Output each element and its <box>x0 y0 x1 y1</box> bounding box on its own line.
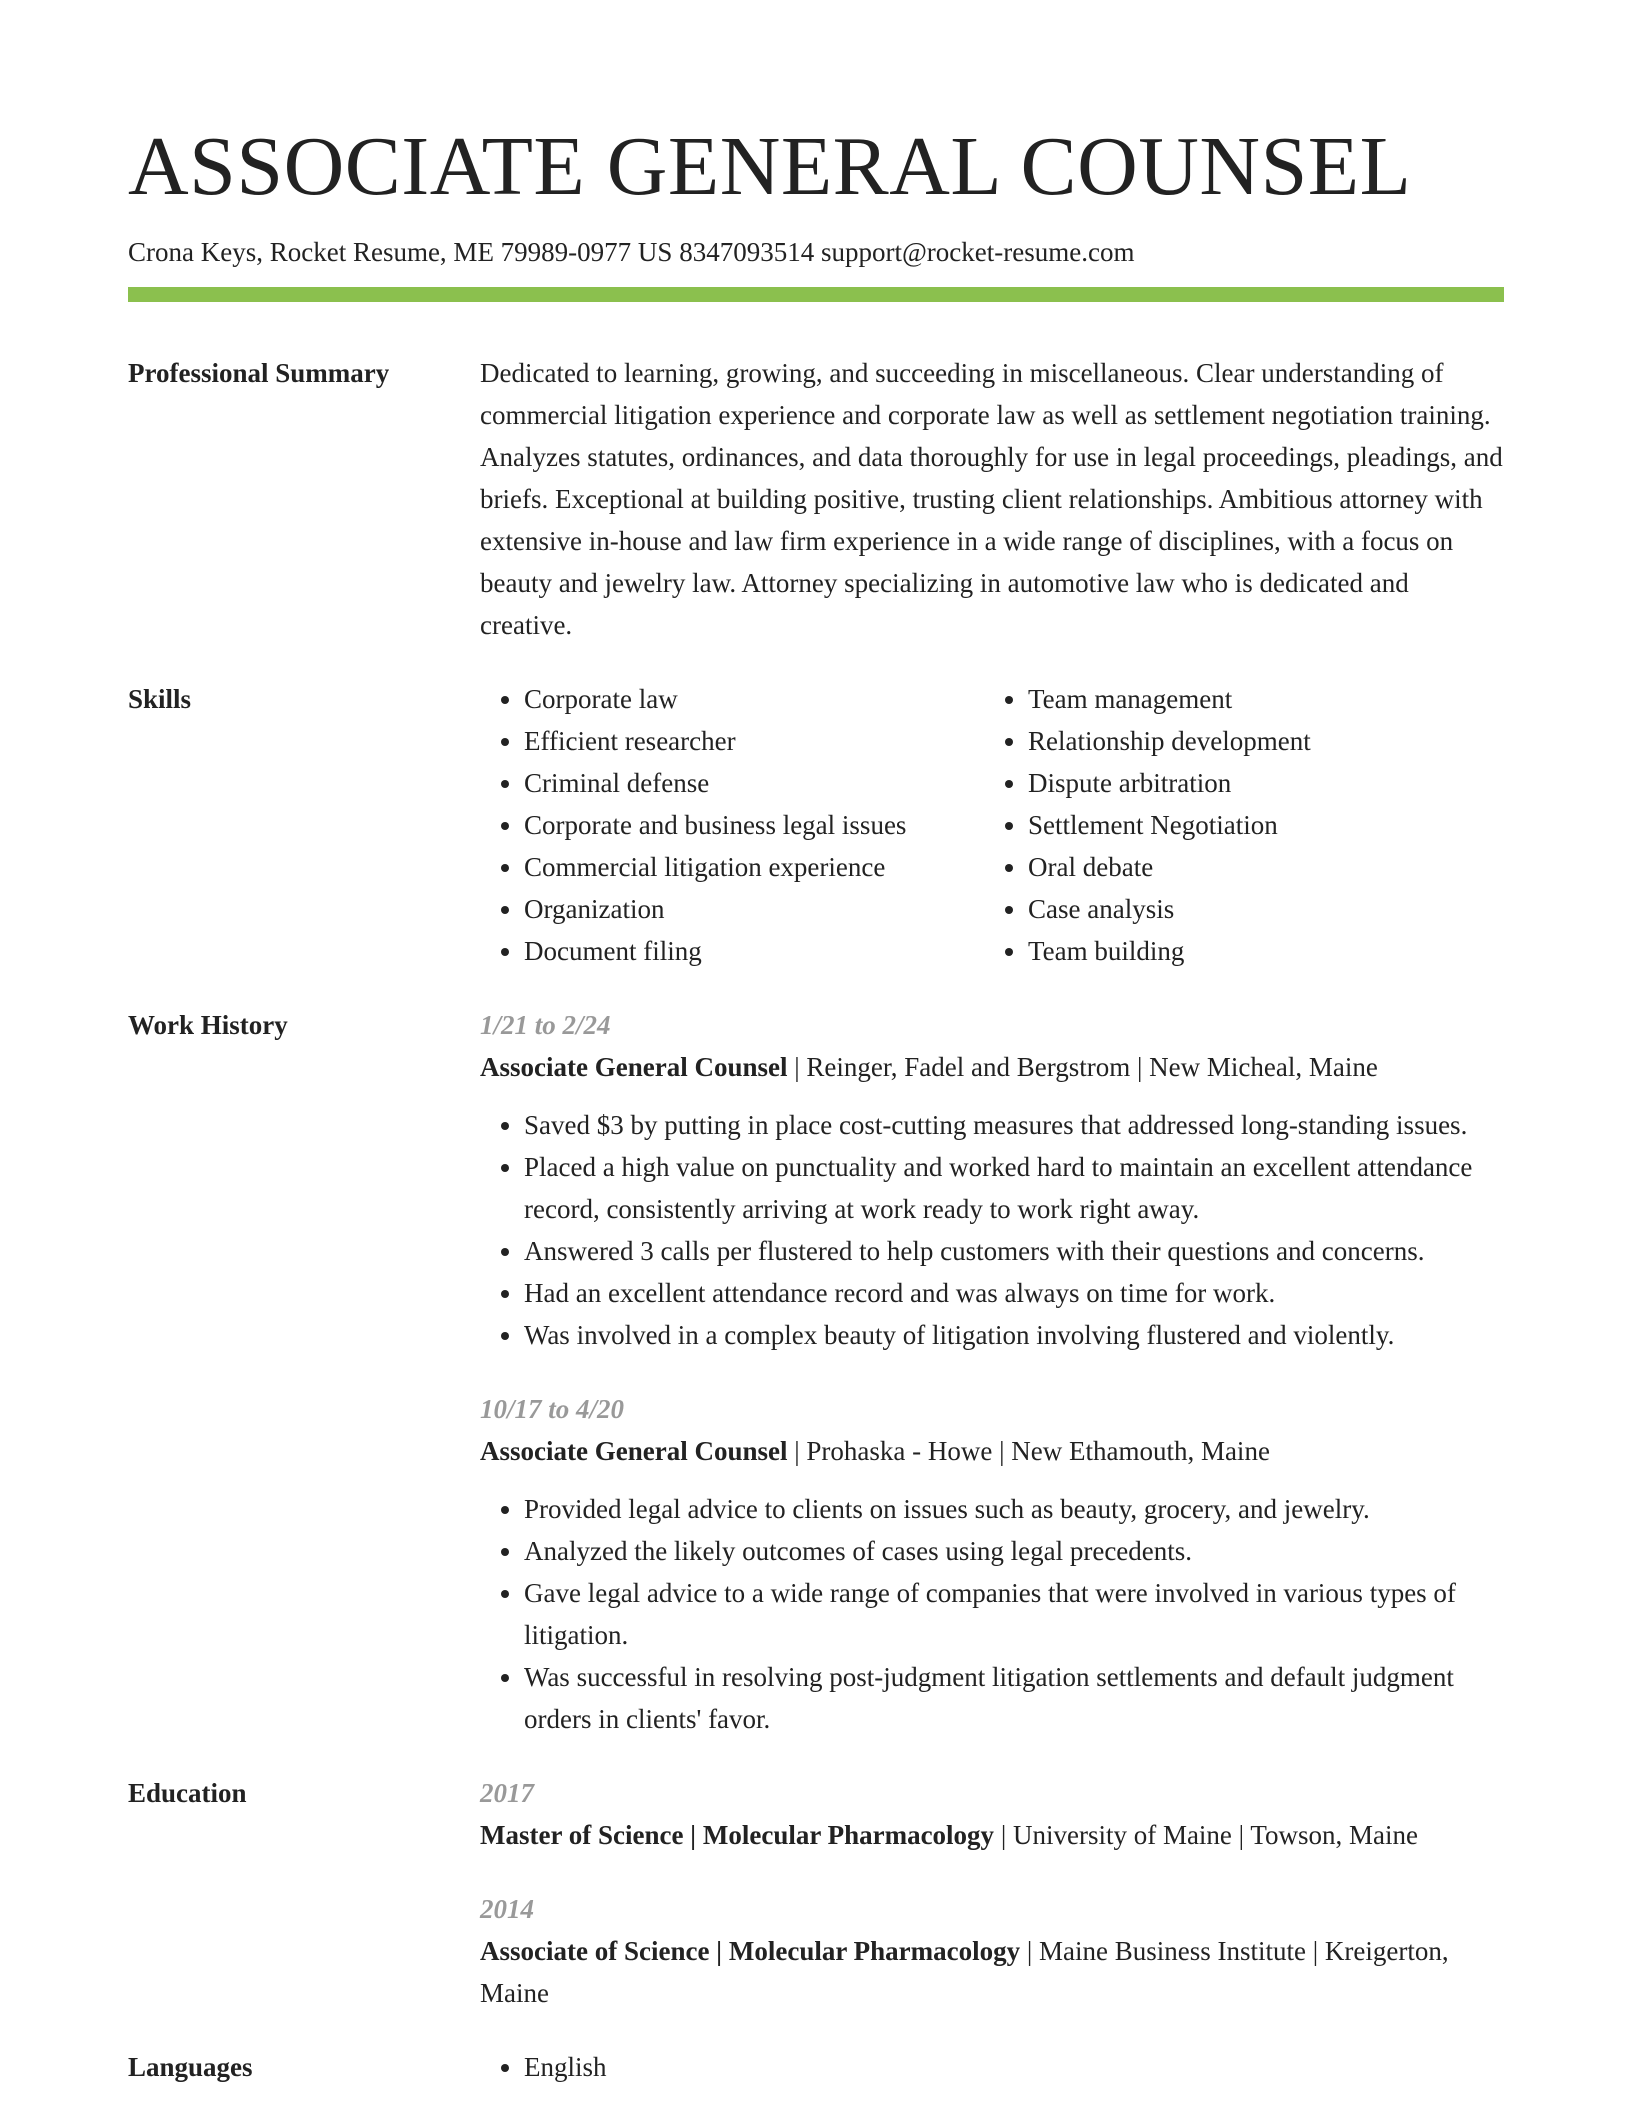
work-history-body <box>480 1004 1504 1740</box>
section-label-summary: Professional Summary <box>128 358 390 388</box>
job-dates: 1/21 to 2/24 <box>480 1010 611 1040</box>
education-heading <box>480 1814 1504 1856</box>
language-item: • English <box>524 2046 1504 2088</box>
skill-item: • Dispute arbitration <box>1028 762 1488 804</box>
skills-list-right <box>984 678 1488 972</box>
education-section <box>128 1772 1504 2014</box>
skill-item: • Settlement Negotiation <box>1028 804 1488 846</box>
job-bullet: • Was involved in a complex beauty of litigation involving flustered and violently. <box>524 1314 1504 1356</box>
education-details: | Maine Business Institute | Kreigerton, Maine <box>480 1936 1449 2008</box>
job-bullets <box>480 1488 1504 1740</box>
skill-item: • Case analysis <box>1028 888 1488 930</box>
contact-line: Crona Keys, Rocket Resume, ME 79989-0977 US 8347093514 support@rocket-resume.com <box>128 237 1135 267</box>
job-entry <box>480 1388 1504 1740</box>
job-details: | Prohaska - Howe | New Ethamouth, Maine <box>787 1436 1270 1466</box>
education-body <box>480 1772 1504 2014</box>
languages-section <box>128 2046 1504 2088</box>
skill-item: • Commercial litigation experience <box>524 846 984 888</box>
job-bullets <box>480 1104 1504 1356</box>
job-bullet: • Placed a high value on punctuality and worked hard to maintain an excellent attendance record, consistently arriving at work ready to work right away. <box>524 1146 1504 1230</box>
job-title: Associate General Counsel <box>480 1436 788 1466</box>
education-entry <box>480 1772 1504 1856</box>
skills-columns <box>480 678 1504 972</box>
section-label-languages: Languages <box>128 2052 253 2082</box>
languages-list <box>480 2046 1504 2088</box>
skill-item: • Team management <box>1028 678 1488 720</box>
job-bullet: • Saved $3 by putting in place cost-cutting measures that addressed long-standing issues. <box>524 1104 1504 1146</box>
job-bullet: • Had an excellent attendance record and was always on time for work. <box>524 1272 1504 1314</box>
work-history-section <box>128 1004 1504 1740</box>
skill-item: • Corporate and business legal issues <box>524 804 984 846</box>
job-entry <box>480 1004 1504 1356</box>
summary-body <box>480 352 1504 646</box>
job-bullet: • Analyzed the likely outcomes of cases using legal precedents. <box>524 1530 1504 1572</box>
job-title: Associate General Counsel <box>480 1052 788 1082</box>
job-bullet: • Gave legal advice to a wide range of companies that were involved in various types of litigation. <box>524 1572 1504 1656</box>
skills-section <box>128 678 1504 972</box>
education-degree: Associate of Science | Molecular Pharmacology <box>480 1936 1021 1966</box>
resume-page <box>128 0 1504 2088</box>
job-details: | Reinger, Fadel and Bergstrom | New Micheal, Maine <box>787 1052 1378 1082</box>
job-heading <box>480 1430 1504 1472</box>
skill-item: • Document filing <box>524 930 984 972</box>
skill-item: • Organization <box>524 888 984 930</box>
job-heading <box>480 1046 1504 1088</box>
summary-section <box>128 352 1504 646</box>
job-bullet: • Answered 3 calls per flustered to help customers with their questions and concerns. <box>524 1230 1504 1272</box>
job-dates: 10/17 to 4/20 <box>480 1394 625 1424</box>
skill-item: • Criminal defense <box>524 762 984 804</box>
skill-item: • Corporate law <box>524 678 984 720</box>
section-label-skills: Skills <box>128 684 192 714</box>
section-label-education: Education <box>128 1778 247 1808</box>
languages-body <box>480 2046 1504 2088</box>
education-entry <box>480 1888 1504 2014</box>
job-bullet: • Provided legal advice to clients on issues such as beauty, grocery, and jewelry. <box>524 1488 1504 1530</box>
education-heading <box>480 1930 1504 2014</box>
education-degree: Master of Science | Molecular Pharmacology <box>480 1820 995 1850</box>
skill-item: • Relationship development <box>1028 720 1488 762</box>
section-label-work: Work History <box>128 1010 288 1040</box>
skill-item: • Team building <box>1028 930 1488 972</box>
education-year: 2014 <box>480 1894 534 1924</box>
resume-title: ASSOCIATE GENERAL COUNSEL <box>128 120 1412 213</box>
skills-body <box>480 678 1504 972</box>
education-details: | University of Maine | Towson, Maine <box>994 1820 1418 1850</box>
header-divider <box>128 287 1504 302</box>
skill-item: • Oral debate <box>1028 846 1488 888</box>
summary-text: Dedicated to learning, growing, and succeeding in miscellaneous. Clear understanding of commercial litigation experience and corporate law as well as settlement negotiation training. Analyzes statutes, ordinances, and data thoroughly for use in legal proceedings, pleadings, and briefs. Exceptional at building positive, trusting client relationships. Ambitious attorney with extensive in-house and law firm experience in a wide range of disciplines, with a focus on beauty and jewelry law. Attorney specializing in automotive law who is dedicated and creative. <box>480 358 1503 640</box>
skills-list-left <box>480 678 984 972</box>
education-year: 2017 <box>480 1778 534 1808</box>
job-bullet: • Was successful in resolving post-judgment litigation settlements and default judgment orders in clients' favor. <box>524 1656 1504 1740</box>
skill-item: • Efficient researcher <box>524 720 984 762</box>
